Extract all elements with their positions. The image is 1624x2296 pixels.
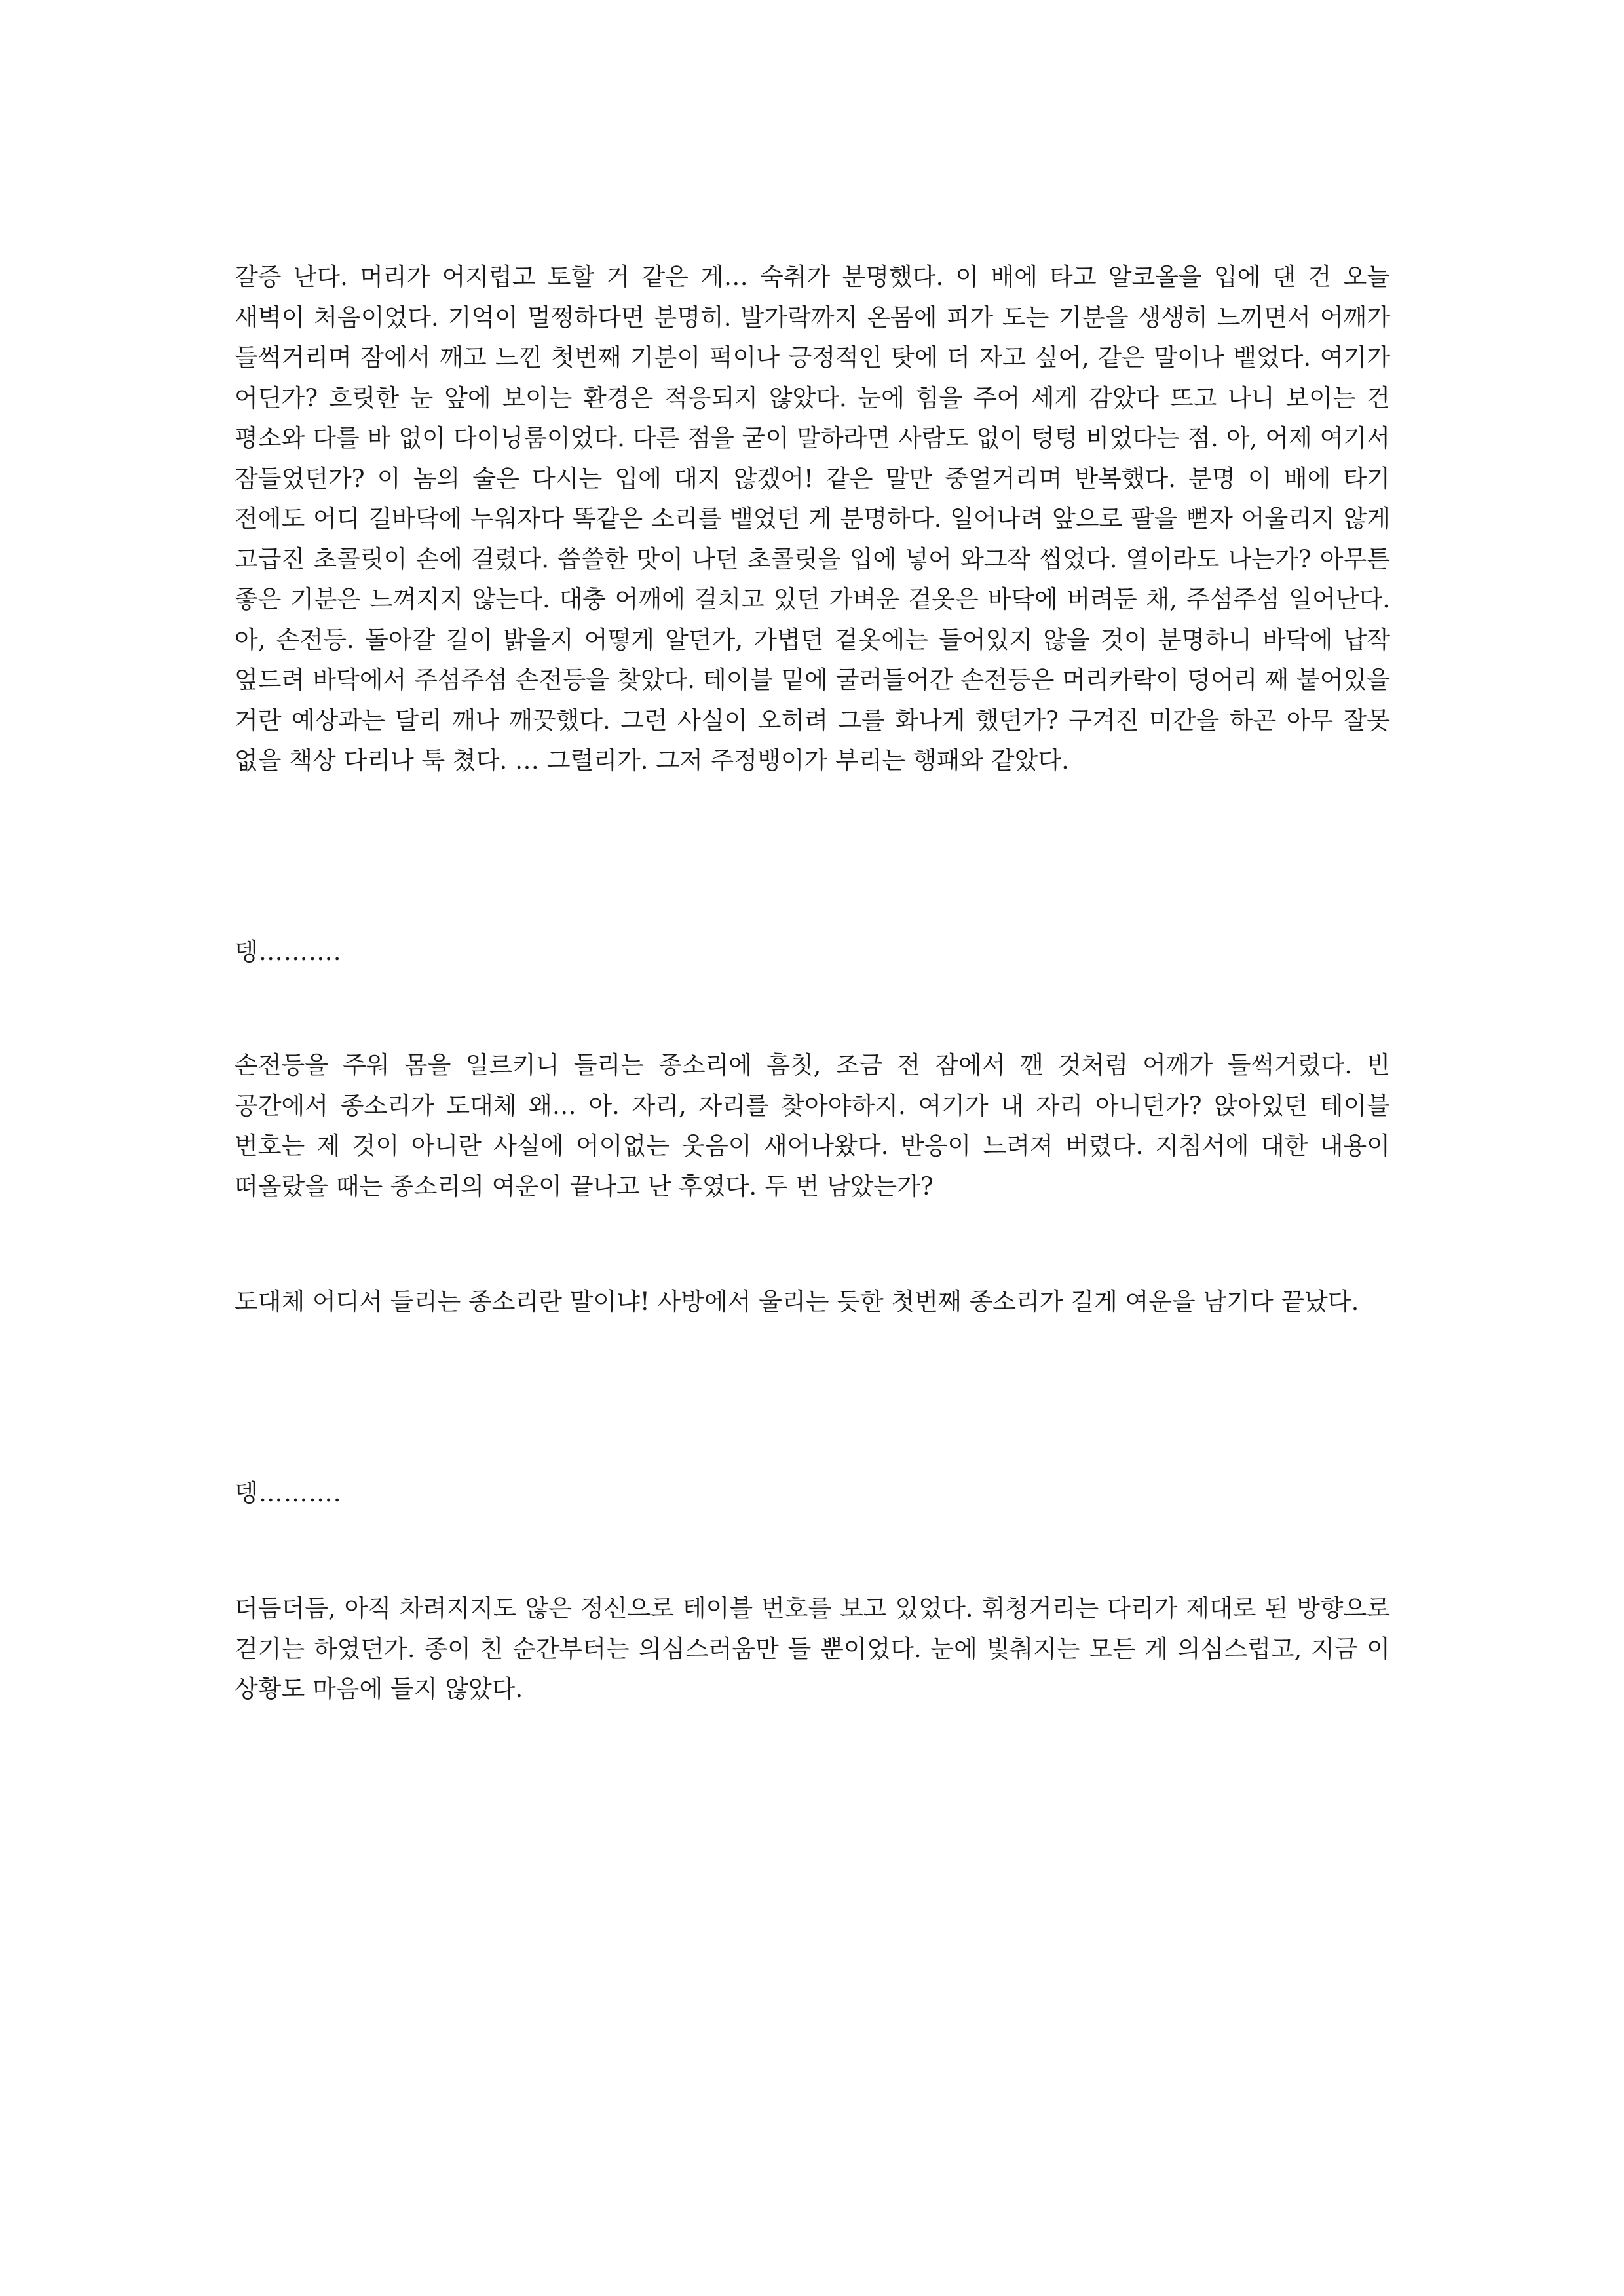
paragraph-3: 도대체 어디서 들리는 종소리란 말이냐! 사방에서 울리는 듯한 첫번째 종소리가 길게 여운을 남기다 끝났다. <box>235 1288 1359 1316</box>
spacer <box>235 1513 1390 1588</box>
paragraph-4: 더듬더듬, 아직 차려지지도 않은 정신으로 테이블 번호를 보고 있었다. 휘청거리는 다리가 제대로 된 방향으로 걷기는 하였던가. 종이 친 순간부터는 의심스러움만 들 뿐이었다. 눈에 빛춰지는 모든 게 의심스럽고, 지금 이 상황도 마음에 들지 않았다. <box>235 1594 1390 1703</box>
bell-sound-effect-2: 뎅………. <box>235 1478 342 1507</box>
spacer <box>235 1322 1390 1473</box>
paragraph-2: 손전등을 주워 몸을 일르키니 들리는 종소리에 흠칫, 조금 전 잠에서 깬 것처럼 어깨가 들썩거렸다. 빈 공간에서 종소리가 도대체 왜… 아. 자리, 자리를 찾아야하지. 여기가 내 자리 아니던가? 앉아있던 테이블 번호는 제 것이 아니란 사실에 어이없는 웃음이 새어나왔다. 반응이 느려져 버렸다. 지침서에 대한 내용이 떠올랐을 때는 종소리의 여운이 끝나고 난 후였다. 두 번 남았는가? <box>235 1051 1390 1200</box>
paragraph-1: 갈증 난다. 머리가 어지럽고 토할 거 같은 게… 숙취가 분명했다. 이 배에 타고 알코올을 입에 댄 건 오늘 새벽이 처음이었다. 기억이 멀쩡하다면 분명히. 발가락까지 온몸에 피가 도는 기분을 생생히 느끼면서 어깨가 들썩거리며 잠에서 깨고 느낀 첫번째 기분이 퍽이나 긍정적인 탓에 더 자고 싶어, 같은 말이나 뱉었다. 여기가 어딘가? 흐릿한 눈 앞에 보이는 환경은 적응되지 않았다. 눈에 힘을 주어 세게 감았다 뜨고 나니 보이는 건 평소와 다를 바 없이 다이닝룸이었다. 다른 점을 굳이 말하라면 사람도 없이 텅텅 비었다는 점. 아, 어제 여기서 잠들었던가? 이 놈의 술은 다시는 입에 대지 않겠어! 같은 말만 중얼거리며 반복했다. 분명 이 배에 타기 전에도 어디 길바닥에 누워자다 똑같은 소리를 뱉었던 게 분명하다. 일어나려 앞으로 팔을 뻗자 어울리지 않게 고급진 초콜릿이 손에 걸렸다. 씁쓸한 맛이 나던 초콜릿을 입에 넣어 와그작 씹었다. 열이라도 나는가? 아무튼 좋은 기분은 느껴지지 않는다. 대충 어깨에 걸치고 있던 가벼운 겉옷은 바닥에 버려둔 채, 주섬주섬 일어난다. 아, 손전등. 돌아갈 길이 밝을지 어떻게 알던가, 가볍던 겉옷에는 들어있지 않을 것이 분명하니 바닥에 납작 엎드려 바닥에서 주섬주섬 손전등을 찾았다. 테이블 밑에 굴러들어간 손전등은 머리카락이 덩어리 째 붙어있을 거란 예상과는 달리 깨나 깨끗했다. 그런 사실이 오히려 그를 화나게 했던가? 구겨진 미간을 하곤 아무 잘못 없을 책상 다리나 툭 쳤다. … 그럴리가. 그저 주정뱅이가 부리는 행패와 같았다. <box>235 263 1390 775</box>
spacer <box>235 972 1390 1045</box>
spacer <box>235 1206 1390 1282</box>
document-body <box>235 257 1390 1710</box>
bell-sound-effect-1: 뎅………. <box>235 937 342 966</box>
spacer <box>235 781 1390 932</box>
